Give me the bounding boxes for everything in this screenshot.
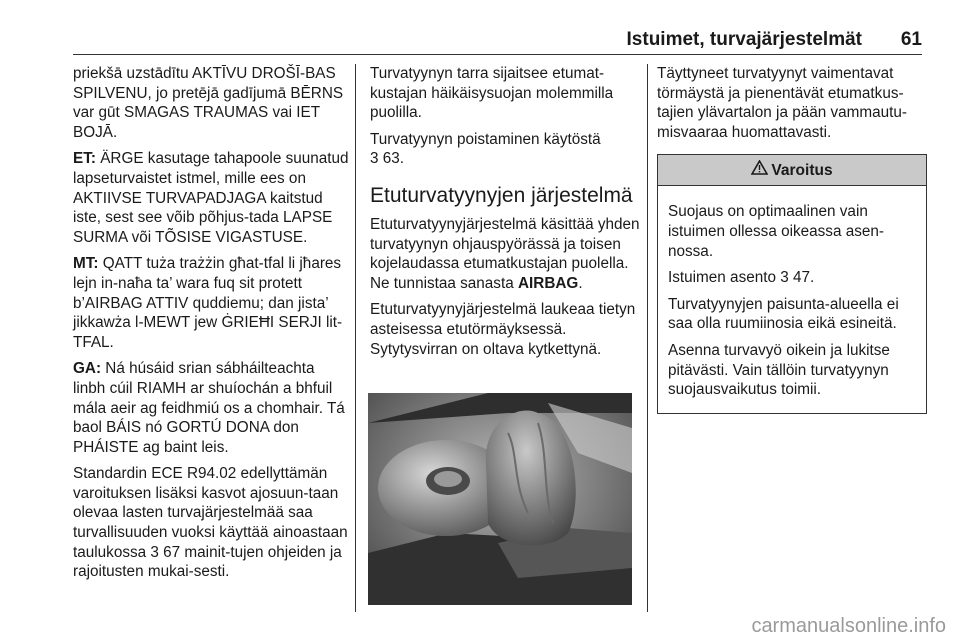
column-divider: [647, 64, 648, 612]
page-header: [73, 28, 922, 55]
paragraph-deployment: Etuturvatyynyjärjestelmä laukeaa tietyn asteisessa etutörmäyksessä. Sytytysvirran on oltava kytkettynä.: [370, 301, 636, 358]
warning-paragraph: Suojaus on optimaalinen vain istuimen ollessa oikeassa asen-nossa.: [668, 203, 884, 260]
paragraph-standard: Standardin ECE R94.02 edellyttämän varoituksen lisäksi kasvot ajosuun-taan olevaa lasten turvajärjestelmää saa turvallisuuden vuoksi käyttää ainoastaan taulukossa 3 67 mainit-tujen ohjeiden ja rajoitusten mukai-sesti.: [73, 465, 348, 581]
paragraph-text: ÄRGE kasutage tahapoole suunatud lapseturvaistet istmel, mille ees on AKTIIVSE TURVAPADJAGA kaitstud iste, sest see võib põhjus-tada LAPSE SURMA või TÕSISE VIGASTUSE.: [73, 150, 349, 246]
language-label-ga: GA:: [73, 360, 102, 378]
paragraph-latvian: priekšā uzstādītu AKTĪVU DROŠĪ-BAS SPILVENU, jo pretējā gadījumā BĒRNS var gūt SMAGAS TRAUMAS vai IET BOJĀ.: [73, 65, 344, 141]
language-label-mt: MT:: [73, 255, 99, 273]
paragraph-label-location: Turvatyynyn tarra sijaitsee etumat-kustajan häikäisysuojan molemmilla puolilla.: [370, 65, 614, 122]
column-right: [657, 64, 927, 414]
paragraph-system-description: Etuturvatyynyjärjestelmä käsittää yhden turvatyynyn ohjauspyörässä ja toisen kojelaudassa etumatkustajan puolella. Ne tunnistaa sanasta AIRBAG.: [370, 215, 640, 292]
paragraph-deactivation-ref: Turvatyynyn poistaminen käytöstä 3 63.: [370, 130, 601, 168]
page-number: 61: [900, 29, 922, 50]
warning-body: [658, 186, 926, 412]
column-divider: [355, 64, 356, 612]
page-reference-icon[interactable]: 3: [370, 150, 379, 168]
warning-header: [658, 155, 926, 186]
paragraph-maltese: [73, 254, 349, 352]
warning-paragraph: Istuimen asento 3 47.: [668, 269, 815, 287]
paragraph-text: QATT tuża trażżin għat-tfal li jħares lejn in-naħa ta’ wara fuq sit protett b’AIRBAG ATTIV quddiemu; dan jista’ jikkawża l-MEWT jew ĠRIEĦI SERJI lit-TFAL.: [73, 255, 343, 351]
airbag-illustration: [368, 393, 632, 605]
section-heading: Etuturvatyynyjen järjestelmä: [370, 183, 633, 207]
column-left: [73, 64, 349, 589]
language-label-et: ET:: [73, 150, 96, 168]
warning-triangle-icon: [751, 160, 768, 181]
page-reference-icon[interactable]: 3: [780, 269, 789, 287]
paragraph-irish: [73, 359, 349, 457]
warning-box: [657, 154, 927, 413]
paragraph-effect: Täyttyneet turvatyynyt vaimentavat törmäystä ja pienentävät etumatkus-tajien ylävartalon ja pään vammautu-misvaaraa huomattavasti.: [657, 65, 907, 141]
warning-paragraph: Turvatyynyjen paisunta-alueella ei saa olla ruumiinosia eikä esineitä.: [668, 295, 899, 333]
watermark: carmanualsonline.info: [751, 615, 946, 637]
warning-title: Varoitus: [771, 161, 833, 179]
paragraph-estonian: [73, 149, 349, 247]
column-middle: [370, 64, 640, 366]
airbag-keyword: AIRBAG: [517, 274, 579, 292]
paragraph-text: Ná húsáid srian sábháilteachta linbh cúil RIAMH ar shuíochán a bhfuil mála aeir ag feidhmiú os a chomhair. Tá baol BÁIS nó GORTÚ DONA don PHÁISTE ag baint leis.: [73, 360, 345, 456]
page-title: Istuimet, turvajärjestelmät: [626, 29, 862, 50]
page-reference-icon[interactable]: 3: [150, 543, 159, 561]
warning-paragraph: Asenna turvavyö oikein ja lukitse pitävästi. Vain tällöin turvatyynyn suojausvaikutus toimii.: [668, 341, 890, 399]
